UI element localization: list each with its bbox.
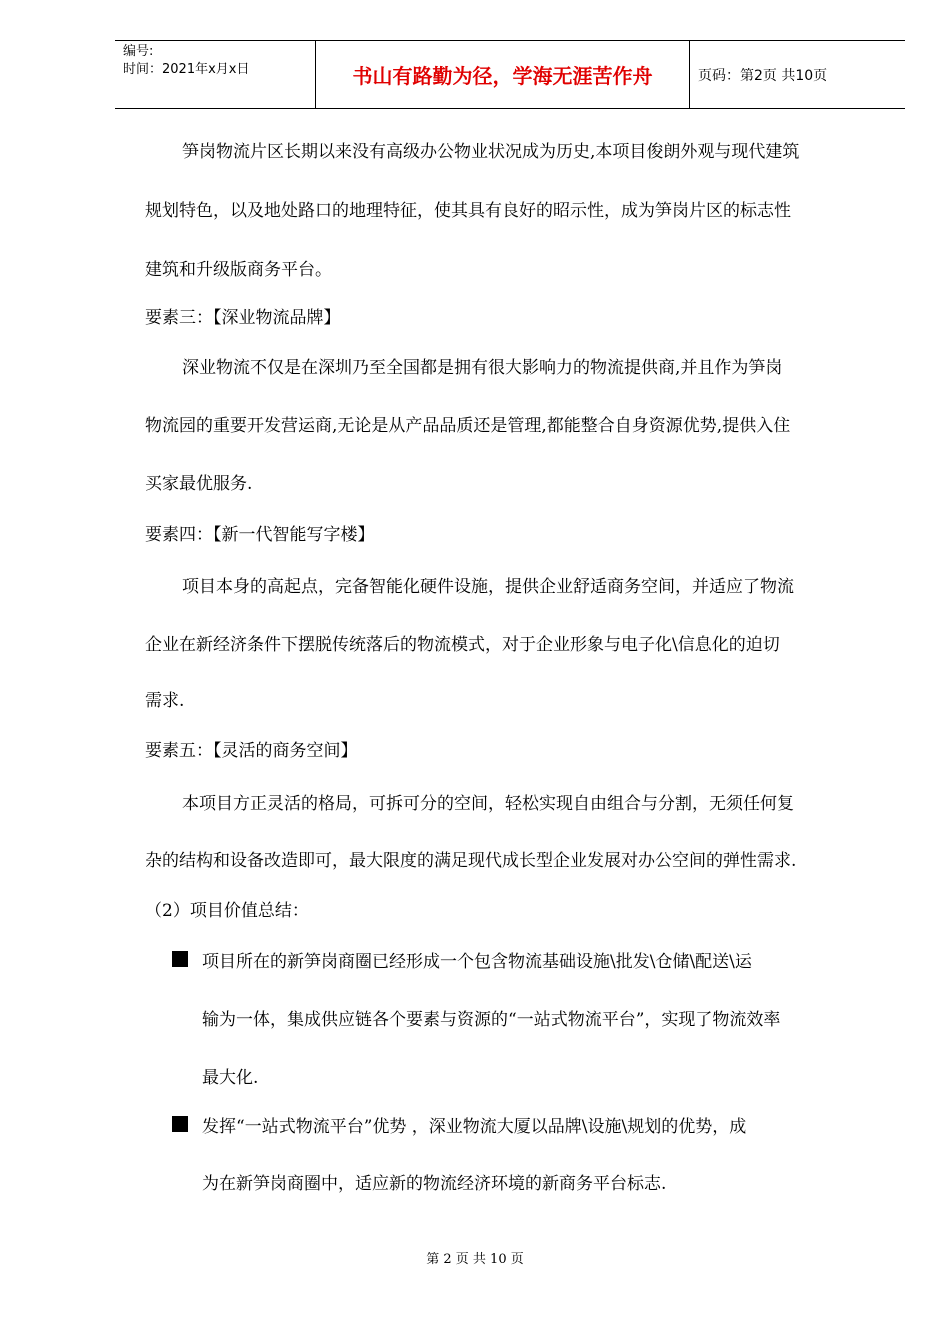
page-footer: 第 2 页 共 10 页 [426,1252,524,1267]
paragraph-line: 物流园的重要开发营运商,无论是从产品品质还是管理,都能整合自身资源优势,提供入住 [145,416,791,436]
section-heading: （2）项目价值总结： [145,901,309,921]
bullet-square-icon [172,1116,188,1132]
paragraph-line: 笋岗物流片区长期以来没有高级办公物业状况成为历史,本项目俊朗外观与现代建筑 [182,142,800,162]
document-date: 时间：2021年x月x日 [123,62,250,77]
bullet-square-icon [172,951,188,967]
section-heading: 要素三：【深业物流品牌】 [145,308,341,328]
bullet-line: 输为一体，集成供应链各个要素与资源的“一站式物流平台”，实现了物流效率 [202,1010,781,1030]
page-header [115,40,905,109]
bullet-line: 最大化. [202,1068,259,1088]
section-heading: 要素五：【灵活的商务空间】 [145,741,358,761]
header-motto: 书山有路勤为径，学海无涯苦作舟 [352,64,653,88]
paragraph-line: 项目本身的高起点，完备智能化硬件设施，提供企业舒适商务空间，并适应了物流 [182,577,794,597]
section-heading: 要素四：【新一代智能写字楼】 [145,525,375,545]
paragraph-line: 深业物流不仅是在深圳乃至全国都是拥有很大影响力的物流提供商,并且作为笋岗 [182,358,783,378]
paragraph-line: 买家最优服务. [145,474,253,494]
bullet-line: 项目所在的新笋岗商圈已经形成一个包含物流基础设施\批发\仓储\配送\运 [202,952,752,972]
document-number: 编号: [123,44,154,59]
bullet-line: 发挥“一站式物流平台”优势 ，深业物流大厦以品牌\设施\规划的优势，成 [202,1117,747,1137]
header-meta [115,41,315,108]
paragraph-line: 需求. [145,691,185,711]
paragraph-line: 本项目方正灵活的格局，可拆可分的空间，轻松实现自由组合与分割，无须任何复 [182,794,794,814]
bullet-line: 为在新笋岗商圈中，适应新的物流经济环境的新商务平台标志. [202,1174,667,1194]
paragraph-line: 企业在新经济条件下摆脱传统落后的物流模式，对于企业形象与电子化\信息化的迫切 [145,635,780,655]
paragraph-line: 建筑和升级版商务平台。 [145,260,332,280]
header-page-info: 页码：第2页 共10页 [698,67,828,84]
paragraph-line: 规划特色，以及地处路口的地理特征，使其具有良好的昭示性，成为笋岗片区的标志性 [145,201,791,221]
paragraph-line: 杂的结构和设备改造即可，最大限度的满足现代成长型企业发展对办公空间的弹性需求. [145,851,797,871]
